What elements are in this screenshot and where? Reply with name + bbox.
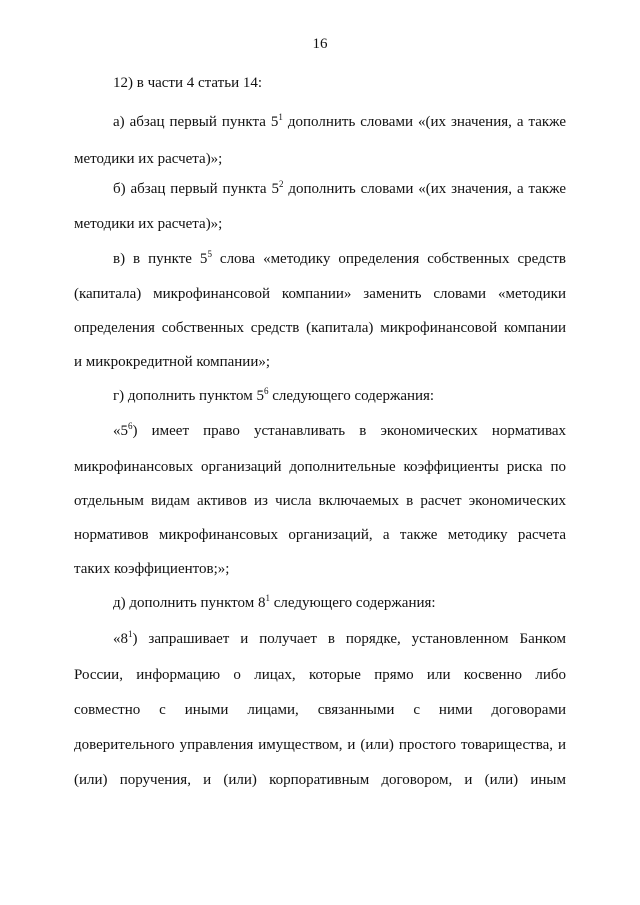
paragraph-v-line-1: в) в пункте $5^5$ слова «методику определения собственных средств — [113, 249, 566, 267]
paragraph-v-line-2: (капитала) микрофинансовой компании» заменить словами «методики — [74, 286, 566, 302]
paragraph-56-line-5: таких коэффициентов;»; — [74, 561, 230, 577]
paragraph-56-line-2: микрофинансовых организаций дополнительные коэффициенты риска по — [74, 459, 566, 475]
paragraph-56-line-4: нормативов микрофинансовых организаций, а также методику расчета — [74, 527, 566, 543]
paragraph-b-line-2: методики их расчета)»; — [74, 216, 223, 232]
paragraph-81-line-5: (или) поручения, и (или) корпоративным договором, и (или) иным — [74, 772, 566, 788]
paragraph-56-line-1: «$5^6$) имеет право устанавливать в экономических нормативах — [113, 421, 566, 439]
paragraph-a-line-1: а) абзац первый пункта $5^1$ дополнить словами «(их значения, а также — [113, 112, 566, 130]
paragraph-56-line-3: отдельным видам активов из числа включаемых в расчет экономических — [74, 493, 566, 509]
paragraph-81-line-1: «$8^1$) запрашивает и получает в порядке, установленном Банком — [113, 629, 566, 647]
paragraph-b-line-1: б) абзац первый пункта $5^2$ дополнить словами «(их значения, а также — [113, 179, 566, 197]
paragraph-81-line-2: России, информацию о лицах, которые прямо или косвенно либо — [74, 667, 566, 683]
paragraph-81-line-3: совместно с иными лицами, связанными с ними договорами — [74, 702, 566, 718]
paragraph-d-line-1: д) дополнить пунктом $8^1$ следующего содержания: — [113, 593, 436, 611]
page-number: 16 — [312, 36, 328, 52]
paragraph-81-line-4: доверительного управления имуществом, и (или) простого товарищества, и — [74, 737, 566, 753]
paragraph-item-12: 12) в части 4 статьи 14: — [113, 75, 263, 91]
paragraph-v-line-3: определения собственных средств (капитала) микрофинансовой компании — [74, 320, 566, 336]
paragraph-g-line-1: г) дополнить пунктом $5^6$ следующего содержания: — [113, 386, 435, 404]
paragraph-a-line-2: методики их расчета)»; — [74, 151, 223, 167]
paragraph-v-line-4: и микрокредитной компании»; — [74, 354, 271, 370]
